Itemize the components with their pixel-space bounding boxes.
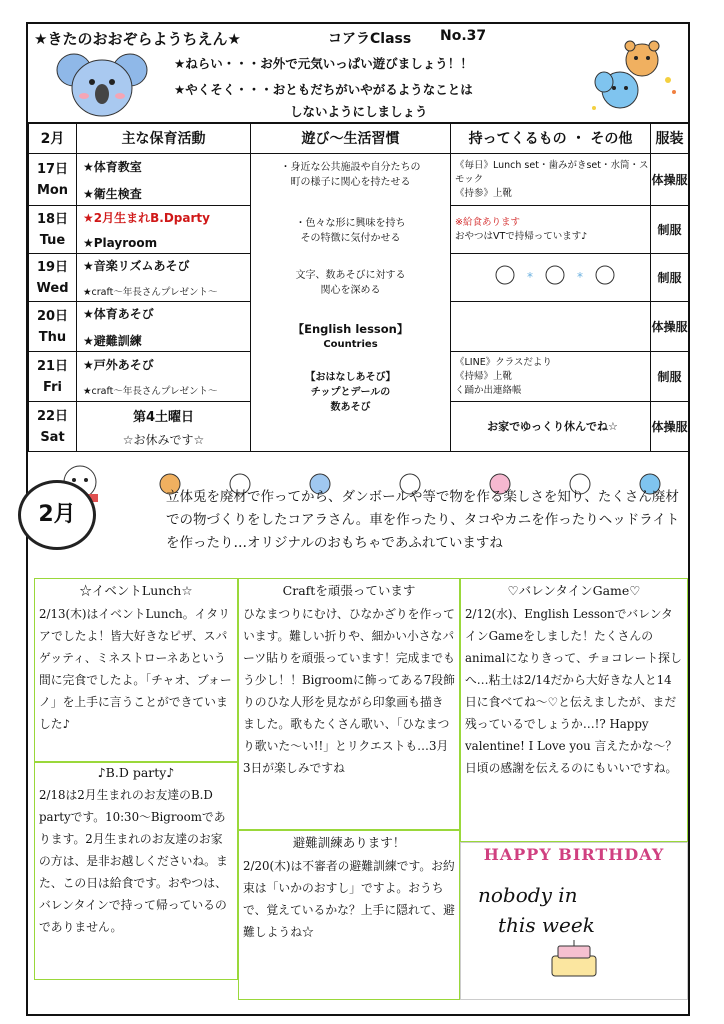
wear-cell: 体操服 [651,402,689,452]
snowmen-icon [455,257,645,293]
activity-1: ★戸外あそび [83,358,154,372]
col-bring: 持ってくるもの ・ その他 [451,123,651,154]
nobody-text [478,880,595,940]
day-cell [29,206,77,254]
activity-1: 第4土曜日 [132,409,195,425]
bring-cell: お家でゆっくり休んでね☆ [451,402,651,452]
day-cell [29,302,77,352]
animals-icon [580,32,684,120]
life-cell [251,154,451,452]
day-date: 18日 [36,211,69,227]
life-line: 【おはなしあそび】 [305,372,396,383]
bring-line: 《LINE》クラスだより [455,356,552,368]
life-line: 関心を深める [320,285,381,296]
bd-party-body: 2/18は2月生まれのお友達のB.D partyです。10:30～Bigroomであります。2月生まれのお友達のお家の方は、是非お越しくださいね。また、この日は給食です。おやつは、バレンタインで持って帰っているのでありません。 [39,788,228,934]
table-header-row [29,123,689,154]
day-dow: Mon [36,182,69,198]
happy-birthday-heading: HAPPY BIRTHDAY [483,845,665,864]
activity-1: ★2月生まれB.Dparty [83,211,210,225]
svg-text:*: * [527,270,533,284]
bring-line: 《持参》上靴 [455,187,513,199]
activity-2: ☆お休みです☆ [122,432,205,447]
day-date: 22日 [36,408,69,424]
bd-party-title: ♪B.D party♪ [97,765,175,780]
day-cell [29,254,77,302]
activity-cell [77,302,251,352]
activity-2: ★craft～年長さんプレゼント～ [83,386,218,397]
event-lunch-box [34,578,238,762]
event-lunch-title: ☆イベントLunch☆ [79,583,193,598]
activity-2: ★Playroom [83,236,158,250]
school-name: ★きたのおおぞらようちえん★ [34,30,241,48]
day-dow: Thu [38,329,67,345]
koala-icon [56,44,148,120]
valentine-box [460,578,688,842]
schedule-table [28,122,689,452]
life-line: 町の様子に関心を持たせる [290,177,411,188]
day-date: 19日 [36,259,69,275]
day-date: 17日 [36,161,69,177]
life-line: 数あそび [330,402,371,413]
nobody-line-1: nobody in [478,883,578,907]
activity-cell [77,402,251,452]
life-line: ・身近な公共施設や自分たちの [280,162,421,173]
day-dow: Wed [36,280,69,296]
promise-text-2: しないようにしましょう [290,104,428,119]
drill-body: 2/20(木)は不審者の避難訓練です。お約束は「いかのおすし」ですよ。おうちで、覚えているかな？上手に隠れて、避難しようね☆ [243,859,455,939]
bd-party-box [34,762,238,980]
life-line: チップとデールの [310,387,391,398]
life-line: ・色々な形に興味を持ち [295,218,406,229]
intro-text: 立体兎を廃材で作ってから、ダンボールや等で物を作る楽しさを知り、たくさん廃材での物づくりをしたコアラさん。車を作ったり、タコやカニを作ったりヘッドライトを作ったり…オリジナルのおもちゃであふれていますね [166,489,680,551]
goal-text: ★ねらい・・・お外で元気いっぱい遊びましょう！！ [174,56,473,71]
bring-line: 《毎日》Lunch set・歯みがきset・水筒・スモック [455,159,649,185]
life-line: Countries [323,339,378,350]
cake-icon [544,938,604,982]
month-badge: 2月 [18,480,96,550]
issue-number: No.37 [440,28,487,44]
activity-2: ★craft～年長さんプレゼント～ [83,287,218,298]
nobody-line-2: this week [498,913,595,937]
craft-box [238,578,460,830]
wear-cell: 制服 [651,206,689,254]
drill-title: 避難訓練あります！ [292,835,406,850]
day-dow: Fri [43,379,62,395]
day-dow: Sat [40,429,65,445]
col-wear: 服装 [651,123,689,154]
activity-2: ★衛生検査 [83,186,142,201]
activity-2: ★避難訓練 [83,333,142,348]
day-date: 20日 [36,308,69,324]
wear-cell: 体操服 [651,302,689,352]
col-month: 2月 [29,123,77,154]
day-date: 21日 [36,358,69,374]
craft-title: Craftを頑張っています [282,583,416,598]
class-name: コアラClass [328,31,412,47]
life-line: 文字、数あそびに対する [295,270,406,281]
day-dow: Tue [39,232,66,248]
header [28,24,688,124]
activity-cell [77,206,251,254]
wear-cell: 制服 [651,352,689,402]
activity-1: ★体育教室 [83,159,142,174]
svg-text:*: * [577,270,583,284]
bring-line: おやつはVTで持帰っています♪ [455,230,588,242]
day-cell [29,154,77,206]
bring-line: く踊か出連絡帳 [455,384,522,396]
col-activity: 主な保育活動 [77,123,251,154]
activity-cell [77,352,251,402]
life-line: その特徴に気付かせる [300,233,401,244]
activity-cell [77,154,251,206]
activity-1: ★体育あそび [83,306,154,321]
bring-cell [451,154,651,206]
valentine-title: ♡バレンタインGame♡ [507,583,641,598]
bring-line: 《持帰》上靴 [455,370,513,382]
bring-cell [451,254,651,302]
life-line: 【English lesson】 [292,322,409,336]
bring-cell [451,206,651,254]
promise-text: ★やくそく・・・おともだちがいやがるようなことは [174,82,473,97]
wear-cell: 制服 [651,254,689,302]
valentine-body: 2/12(水)、English LessonでバレンタインGameをしました！たくさんのanimalになりきって、チョコレート探しへ…粘土は2/14だから大好きな人と14日に食べてね～♡と伝えましたが、まだ残っているでしょうか…!? Happy valentine! I Love you 言えたかな～？日頃の感謝を伝えるのにもいいですね。 [465,607,682,775]
event-lunch-body: 2/13(木)はイベントLunch。イタリアでしたよ！皆大好きなピザ、スパゲッティ、ミネストローネあという間に完食でしたよ。「チャオ、ブォーノ」を上手に言うことができていました♪ [39,607,232,731]
drill-box [238,830,460,1000]
col-life: 遊び～生活習慣 [251,123,451,154]
bring-cell [451,352,651,402]
day-cell [29,402,77,452]
activity-1: ★音楽リズムあそび [83,259,190,273]
bring-cell [451,302,651,352]
craft-body: ひなまつりにむけ、ひなかざりを作っています。難しい折りや、細かい小さなパーツ貼りを頑張っています！完成までもう少し！！Bigroomに飾ってある7段飾りのひな人形を見ながら印象画も描きました。歌もたくさん歌い、「ひなまつり歌いた～い!!」とリクエストも…3月3日が楽しみですね [243,607,455,775]
day-cell [29,352,77,402]
bring-line: ※給食あります [455,216,520,228]
table-row [29,154,689,206]
activity-cell [77,254,251,302]
wear-cell: 体操服 [651,154,689,206]
